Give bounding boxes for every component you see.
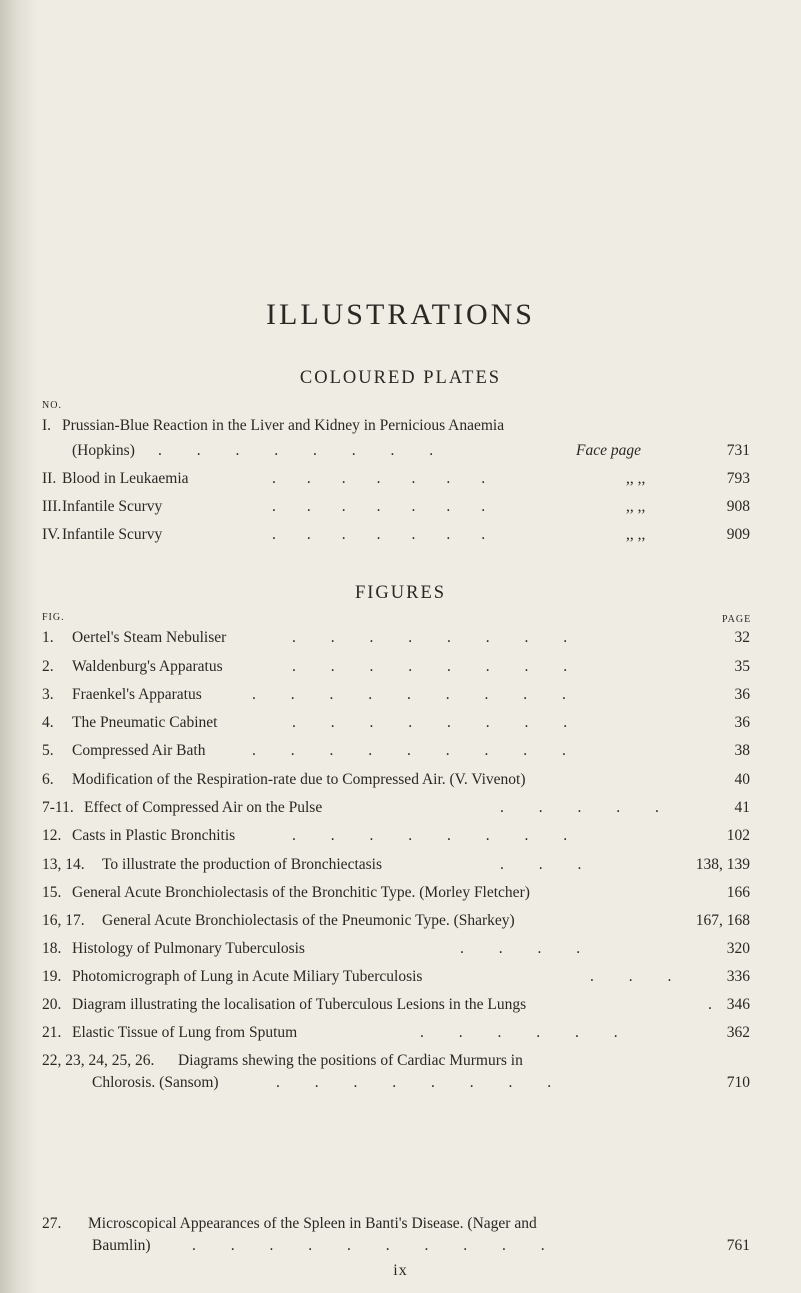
figure-title: To illustrate the production of Bronchiectasis — [102, 856, 382, 873]
figure-number: 20. — [42, 996, 62, 1013]
leader-dots: . . . . . . . — [272, 498, 486, 515]
leader-dots: . . . . . . — [420, 1024, 618, 1041]
figure-row-continued — [40, 1233, 750, 1259]
page-title: ILLUSTRATIONS — [266, 298, 535, 331]
plate-number: I. — [42, 417, 52, 434]
figure-page: 102 — [726, 827, 750, 844]
figure-title: General Acute Bronchiolectasis of the Pneumonic Type. (Sharkey) — [102, 912, 515, 929]
figure-row — [40, 767, 750, 793]
figure-number: 22, 23, 24, 25, 26. — [42, 1052, 155, 1069]
figure-page: 362 — [726, 1024, 750, 1041]
figure-number: 16, 17. — [42, 912, 85, 929]
figure-number: 6. — [42, 771, 54, 788]
figure-page: 336 — [726, 968, 750, 985]
leader-dots: . . . — [590, 968, 672, 985]
figure-page: 167, 168 — [695, 912, 750, 929]
leader-dots: . . . . . . . . . — [252, 686, 566, 703]
figure-number: 7-11. — [42, 799, 74, 816]
figure-title: Waldenburg's Apparatus — [72, 658, 223, 675]
leader-dots: . . . . — [460, 940, 581, 957]
figure-row — [40, 908, 750, 934]
plate-page: 731 — [726, 442, 750, 459]
leader-dots: . . . . . . . . . — [252, 742, 566, 759]
leader-dots: . — [708, 996, 712, 1013]
figure-row — [40, 852, 750, 878]
plate-number: III. — [42, 498, 62, 515]
ditto-marks: ,, ,, — [626, 470, 646, 487]
figure-page: 138, 139 — [695, 856, 750, 873]
figure-page: 761 — [726, 1237, 750, 1254]
leader-dots: . . . — [500, 856, 582, 873]
figures-heading: FIGURES — [354, 583, 447, 603]
figure-page: 710 — [726, 1074, 750, 1091]
figure-row — [40, 682, 750, 708]
figure-row — [40, 654, 750, 680]
figure-row — [40, 738, 750, 764]
plate-title: Prussian-Blue Reaction in the Liver and Kidney in Pernicious Anaemia — [62, 417, 505, 434]
figure-page: 40 — [734, 771, 750, 788]
figure-page: 36 — [734, 714, 750, 731]
figure-title: Modification of the Respiration-rate due to Compressed Air. (V. Vivenot) — [72, 771, 526, 788]
figure-page: 166 — [726, 884, 750, 901]
figure-number: 21. — [42, 1024, 62, 1041]
plate-row-continued — [40, 438, 750, 464]
plate-number: IV. — [42, 526, 61, 543]
figure-row — [40, 880, 750, 906]
figure-number: 12. — [42, 827, 62, 844]
plate-title: Infantile Scurvy — [62, 498, 163, 515]
figure-row — [40, 936, 750, 962]
ditto-marks: ,, ,, — [626, 526, 646, 543]
figure-title: Casts in Plastic Bronchitis — [72, 827, 236, 844]
plate-title: Infantile Scurvy — [62, 526, 163, 543]
figure-page: 38 — [734, 742, 750, 759]
figure-number: 4. — [42, 714, 54, 731]
leader-dots: . . . . . . . . — [292, 629, 568, 646]
figure-title: Histology of Pulmonary Tuberculosis — [72, 940, 305, 957]
figure-page: 35 — [734, 658, 750, 675]
leader-dots: . . . . . . . — [272, 470, 486, 487]
leader-dots: . . . . . . . . — [292, 658, 568, 675]
leader-dots: . . . . . . . . . . — [192, 1237, 545, 1254]
figure-page: 346 — [726, 996, 750, 1013]
plate-page: 908 — [726, 498, 750, 515]
figure-page: 36 — [734, 686, 750, 703]
figure-title: Microscopical Appearances of the Spleen in Banti's Disease. (Nager and — [88, 1215, 537, 1232]
figure-row-continued — [40, 1070, 750, 1096]
figure-page: 320 — [726, 940, 750, 957]
leader-dots: . . . . . . . . — [292, 827, 568, 844]
plate-page: 793 — [726, 470, 750, 487]
plate-row — [40, 413, 750, 439]
figure-row — [40, 625, 750, 651]
plate-title: Blood in Leukaemia — [62, 470, 189, 487]
figure-page: 41 — [734, 799, 750, 816]
figure-title: Photomicrograph of Lung in Acute Miliary Tuberculosis — [72, 968, 423, 985]
figure-number: 1. — [42, 629, 54, 646]
page-number-footer: ix — [393, 1262, 408, 1279]
figure-title: The Pneumatic Cabinet — [72, 714, 218, 731]
plate-row — [40, 494, 750, 520]
figure-title-continued: Baumlin) — [92, 1237, 151, 1254]
plate-title-continued: (Hopkins) — [72, 442, 135, 459]
figure-title: Diagrams shewing the positions of Cardiac Murmurs in — [178, 1052, 523, 1069]
figure-number: 19. — [42, 968, 62, 985]
leader-dots: . . . . . . . — [272, 526, 486, 543]
figure-row — [40, 710, 750, 736]
figure-number: 2. — [42, 658, 54, 675]
figure-number: 5. — [42, 742, 54, 759]
face-page-label: Face page — [576, 442, 641, 459]
figure-title-continued: Chlorosis. (Sansom) — [92, 1074, 219, 1091]
figure-title: Oertel's Steam Nebuliser — [72, 629, 227, 646]
figure-title: Fraenkel's Apparatus — [72, 686, 202, 703]
page-edge-shadow — [0, 0, 38, 1293]
ditto-marks: ,, ,, — [626, 498, 646, 515]
plate-number: II. — [42, 470, 57, 487]
figure-title: Compressed Air Bath — [72, 742, 206, 759]
figure-title: General Acute Bronchiolectasis of the Bronchitic Type. (Morley Fletcher) — [72, 884, 530, 901]
figure-row — [40, 795, 750, 821]
figures-page-label: PAGE — [722, 614, 752, 625]
leader-dots: . . . . . . . . — [276, 1074, 552, 1091]
figure-number: 18. — [42, 940, 62, 957]
plates-heading: COLOURED PLATES — [299, 368, 502, 388]
figure-title: Effect of Compressed Air on the Pulse — [84, 799, 323, 816]
figure-row — [40, 992, 750, 1018]
figure-number: 13, 14. — [42, 856, 85, 873]
figure-page: 32 — [734, 629, 750, 646]
figure-row — [40, 823, 750, 849]
figure-row — [40, 1020, 750, 1046]
figures-fig-label: FIG. — [42, 612, 65, 623]
figure-title: Diagram illustrating the localisation of Tuberculous Lesions in the Lungs — [72, 996, 527, 1013]
figure-row — [40, 964, 750, 990]
plates-no-label: NO. — [42, 400, 62, 411]
figure-number: 27. — [42, 1215, 62, 1232]
leader-dots: . . . . . — [500, 799, 659, 816]
leader-dots: . . . . . . . . — [292, 714, 568, 731]
plate-page: 909 — [726, 526, 750, 543]
plate-row — [40, 522, 750, 548]
leader-dots: . . . . . . . . — [158, 442, 434, 459]
figure-number: 15. — [42, 884, 62, 901]
figure-number: 3. — [42, 686, 54, 703]
plate-row — [40, 466, 750, 492]
figure-title: Elastic Tissue of Lung from Sputum — [72, 1024, 298, 1041]
